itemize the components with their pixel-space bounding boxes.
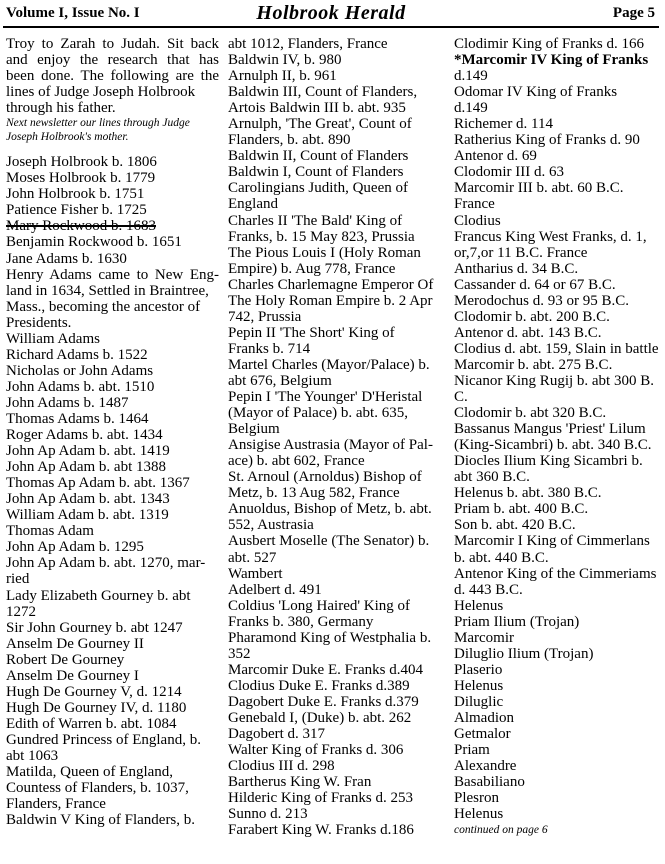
lineage-entry: Gundred Princess of England, b. [6, 731, 201, 748]
lineage-entry: Roger Adams b. abt. 1434 [6, 427, 163, 444]
continued-note: continued on page 6 [454, 824, 548, 837]
lineage-entry: (Mayor of Palace) b. abt. 635, [228, 405, 408, 422]
lineage-entry: Basabiliano [454, 774, 525, 791]
lineage-entry: Matilda, Queen of England, [6, 764, 174, 781]
lineage-entry: Patience Fisher b. 1725 [6, 202, 147, 219]
lineage-entry: Diluglio Ilium (Trojan) [454, 645, 594, 662]
lineage-entry: Anselm De Gourney I [6, 667, 139, 684]
lineage-entry: Hugh De Gourney V, d. 1214 [6, 683, 182, 700]
lineage-entry: Joseph Holbrook b. 1806 [6, 154, 157, 171]
newsletter-title: Holbrook Herald [256, 2, 406, 24]
lineage-entry: Helenus b. abt. 380 B.C. [454, 485, 602, 502]
lineage-entry: Pepin I 'The Younger' D'Heristal [228, 389, 423, 406]
lineage-entry: Henry Adams came to New Eng- [6, 266, 219, 283]
lineage-entry: Clodimir King of Franks d. 166 [454, 36, 644, 52]
lineage-entry: Carolingians Judith, Queen of [228, 180, 408, 197]
lineage-entry: John Ap Adam b. abt. 1343 [6, 491, 170, 508]
lineage-entry: Ausbert Moselle (The Senator) b. [228, 533, 430, 550]
lineage-entry: Helenus [454, 597, 504, 614]
lineage-entry: Nicanor King Rugij b. abt 300 B. [454, 372, 654, 389]
lineage-entry: Antharius d. 34 B.C. [454, 260, 579, 277]
lineage-entry: Helenus [454, 806, 504, 823]
lineage-entry: Charles Charlemagne Emperor Of [228, 276, 434, 293]
newsletter-header [3, 2, 659, 28]
intro-line: Troy to Zarah to Judah. Sit back [6, 36, 219, 52]
lineage-entry: Anuoldus, Bishop of Metz, b. abt. [228, 501, 432, 518]
lineage-entry: Alexandre [454, 758, 517, 775]
lineage-entry: Plesron [454, 790, 499, 807]
lineage-entry: Marcomir I King of Cimmerlans [454, 533, 650, 550]
lineage-entry: Hugh De Gourney IV, d. 1180 [6, 699, 187, 716]
intro-line: been done. The following are the [6, 68, 219, 85]
lineage-entry: 352 [228, 645, 251, 662]
lineage-entry: Martel Charles (Mayor/Palace) b. [228, 356, 430, 373]
lineage-entry: Presidents. [6, 314, 72, 331]
column-2 [228, 36, 443, 838]
lineage-entry: Ansigise Austrasia (Mayor of Pal- [228, 437, 433, 454]
lineage-entry: John Adams b. 1487 [6, 394, 129, 411]
lineage-entry: Franks b. 380, Germany [228, 613, 374, 630]
lineage-entry: Almadion [454, 709, 514, 726]
lineage-entry: C. [454, 389, 468, 406]
lineage-entry: Sunno d. 213 [228, 806, 308, 823]
lineage-entry: Sir John Gourney b. abt 1247 [6, 619, 183, 636]
lineage-entry: Edith of Warren b. abt. 1084 [6, 715, 177, 732]
lineage-entry: Metz, b. 13 Aug 582, France [228, 485, 400, 502]
intro-line: lines of Judge Joseph Holbrook [6, 84, 196, 101]
lineage-entry: Robert De Gourney [6, 651, 125, 668]
lineage-entry: Son b. abt. 420 B.C. [454, 517, 576, 534]
lineage-entry: Benjamin Rockwood b. 1651 [6, 234, 182, 251]
lineage-entry: Farabert King W. Franks d.186 [228, 822, 414, 839]
lineage-entry: Coldius 'Long Haired' King of [228, 597, 411, 614]
lineage-entry: Countess of Flanders, b. 1037, [6, 780, 189, 797]
lineage-entry: Clodius d. abt. 159, Slain in battle [454, 340, 659, 357]
lineage-entry: Cassander d. 64 or 67 B.C. [454, 276, 616, 293]
lineage-entry: Antenor d. abt. 143 B.C. [454, 324, 602, 341]
lineage-entry: Odomar IV King of Franks [454, 84, 618, 101]
lineage-entry: Marcomir b. abt. 275 B.C. [454, 356, 613, 373]
lineage-entry: Clodius III d. 298 [228, 758, 335, 775]
lineage-entry: 552, Austrasia [228, 517, 314, 534]
lineage-entry: William Adams [6, 330, 100, 347]
lineage-entry: Baldwin IV, b. 980 [228, 52, 342, 69]
lineage-entry: Bassanus Mangus 'Priest' Lilum [454, 421, 646, 438]
lineage-entry: 1272 [6, 603, 36, 620]
lineage-entry: Thomas Ap Adam b. abt. 1367 [6, 475, 190, 492]
lineage-entry: d.149 [454, 100, 488, 117]
lineage-entry: Franks b. 714 [228, 340, 311, 357]
lineage-entry: John Ap Adam b. abt. 1419 [6, 443, 170, 460]
lineage-entry: ried [6, 571, 30, 588]
lineage-entry: Empire) b. Aug 778, France [228, 260, 396, 277]
lineage-entry: Antenor d. 69 [454, 148, 537, 165]
lineage-entry: Pepin II 'The Short' King of [228, 324, 395, 341]
lineage-entry: Diocles Ilium King Sicambri b. [454, 453, 643, 470]
lineage-entry: Belgium [228, 421, 280, 438]
lineage-entry: or,7,or 11 B.C. France [454, 244, 588, 261]
lineage-entry: Pharamond King of Westphalia b. [228, 629, 432, 646]
lineage-entry-highlighted: *Marcomir IV King of Franks [454, 52, 649, 69]
lineage-entry: Clodomir III d. 63 [454, 164, 564, 181]
lineage-entry: England [228, 196, 278, 213]
lineage-entry: Marcomir Duke E. Franks d.404 [228, 661, 423, 678]
lineage-entry: Baldwin V King of Flanders, b. [6, 812, 196, 829]
intro-line: and enjoy the research that has [6, 52, 219, 69]
lineage-entry: Richemer d. 114 [454, 116, 554, 133]
lineage-entry: Moses Holbrook b. 1779 [6, 170, 156, 187]
lineage-entry: Clodius [454, 212, 501, 229]
lineage-entry: Clodomir b. abt 320 B.C. [454, 405, 607, 422]
lineage-entry: The Holy Roman Empire b. 2 Apr [228, 292, 433, 309]
lineage-entry: 742, Prussia [228, 308, 302, 325]
lineage-entry: abt. 527 [228, 549, 277, 566]
lineage-entry: Francus King West Franks, d. 1, [454, 228, 647, 245]
lineage-entry: Jane Adams b. 1630 [6, 250, 127, 267]
lineage-entry: The Pious Louis I (Holy Roman [228, 244, 421, 261]
lineage-entry: Lady Elizabeth Gourney b. abt [6, 587, 191, 604]
lineage-entry: John Ap Adam b. abt. 1270, mar- [6, 555, 206, 572]
lineage-entry: William Adam b. abt. 1319 [6, 507, 169, 524]
lineage-entry: Dagobert d. 317 [228, 726, 326, 743]
lineage-entry: abt 1012, Flanders, France [228, 36, 388, 52]
lineage-entry: Plaserio [454, 661, 503, 678]
column-1 [6, 36, 219, 828]
lineage-entry: Adelbert d. 491 [228, 581, 322, 598]
lineage-entry: John Holbrook b. 1751 [6, 186, 145, 203]
lineage-entry: John Ap Adam b. abt 1388 [6, 459, 166, 476]
lineage-entry: Arnulph II, b. 961 [228, 68, 337, 85]
lineage-entry: Genebald I, (Duke) b. abt. 262 [228, 709, 412, 726]
lineage-entry: Merodochus d. 93 or 95 B.C. [454, 292, 629, 309]
lineage-entry: Getmalor [454, 726, 511, 743]
lineage-entry: abt 360 B.C. [454, 469, 530, 486]
lineage-entry: Hilderic King of Franks d. 253 [228, 790, 413, 807]
intro-line: through his father. [6, 100, 116, 117]
lineage-entry: Wambert [228, 565, 283, 582]
column-3 [454, 36, 662, 838]
lineage-entry: ace) b. abt 602, France [228, 453, 365, 470]
lineage-entry: Ratherius King of Franks d. 90 [454, 132, 640, 149]
volume-label: Volume I, Issue No. I [6, 5, 140, 21]
lineage-entry: Marcomir [454, 629, 514, 646]
lineage-entry: Arnulph, 'The Great', Count of [228, 116, 412, 133]
lineage-entry-struck: Mary Rockwood b. 1683 [6, 218, 156, 235]
lineage-entry: Dagobert Duke E. Franks d.379 [228, 693, 419, 710]
lineage-entry: France [454, 196, 495, 213]
lineage-entry: Baldwin I, Count of Flanders [228, 164, 404, 181]
lineage-entry: John Adams b. abt. 1510 [6, 378, 155, 395]
lineage-entry: St. Arnoul (Arnoldus) Bishop of [228, 469, 422, 486]
lineage-entry: Diluglic [454, 693, 504, 710]
lineage-entry: Nicholas or John Adams [6, 362, 154, 379]
lineage-entry: Priam b. abt. 400 B.C. [454, 501, 589, 518]
newsletter-note: Joseph Holbrook's mother. [6, 131, 129, 144]
lineage-entry: Franks, b. 15 May 823, Prussia [228, 228, 415, 245]
lineage-entry: (King-Sicambri) b. abt. 340 B.C. [454, 437, 652, 454]
lineage-entry: Clodomir b. abt. 200 B.C. [454, 308, 610, 325]
lineage-entry: Bartherus King W. Fran [228, 774, 372, 791]
page-number: Page 5 [612, 5, 655, 21]
lineage-entry: d.149 [454, 68, 488, 85]
lineage-entry: Marcomir III b. abt. 60 B.C. [454, 180, 624, 197]
lineage-entry: Charles II 'The Bald' King of [228, 212, 403, 229]
lineage-entry: Mass., becoming the ancestor of [6, 298, 201, 315]
lineage-entry: land in 1634, Settled in Braintree, [6, 282, 209, 299]
lineage-entry: Walter King of Franks d. 306 [228, 742, 404, 759]
lineage-entry: Antenor King of the Cimmeriams [454, 565, 657, 582]
lineage-entry: Thomas Adams b. 1464 [6, 410, 149, 427]
lineage-entry: Clodius Duke E. Franks d.389 [228, 677, 410, 694]
lineage-entry: Flanders, b. abt. 890 [228, 132, 351, 149]
lineage-entry: Helenus [454, 677, 504, 694]
lineage-entry: Anselm De Gourney II [6, 635, 144, 652]
lineage-entry: John Ap Adam b. 1295 [6, 539, 144, 556]
lineage-entry: Flanders, France [6, 796, 106, 813]
lineage-entry: Priam Ilium (Trojan) [454, 613, 580, 630]
lineage-entry: Priam [454, 742, 490, 759]
lineage-entry: abt 1063 [6, 747, 59, 764]
lineage-entry: d. 443 B.C. [454, 581, 523, 598]
lineage-entry: b. abt. 440 B.C. [454, 549, 549, 566]
lineage-entry: Thomas Adam [6, 523, 94, 540]
newsletter-note: Next newsletter our lines through Judge [6, 117, 190, 130]
lineage-entry: abt 676, Belgium [228, 372, 332, 389]
lineage-entry: Baldwin III, Count of Flanders, [228, 84, 418, 101]
lineage-entry: Artois Baldwin III b. abt. 935 [228, 100, 406, 117]
lineage-entry: Baldwin II, Count of Flanders [228, 148, 409, 165]
lineage-entry: Richard Adams b. 1522 [6, 346, 148, 363]
